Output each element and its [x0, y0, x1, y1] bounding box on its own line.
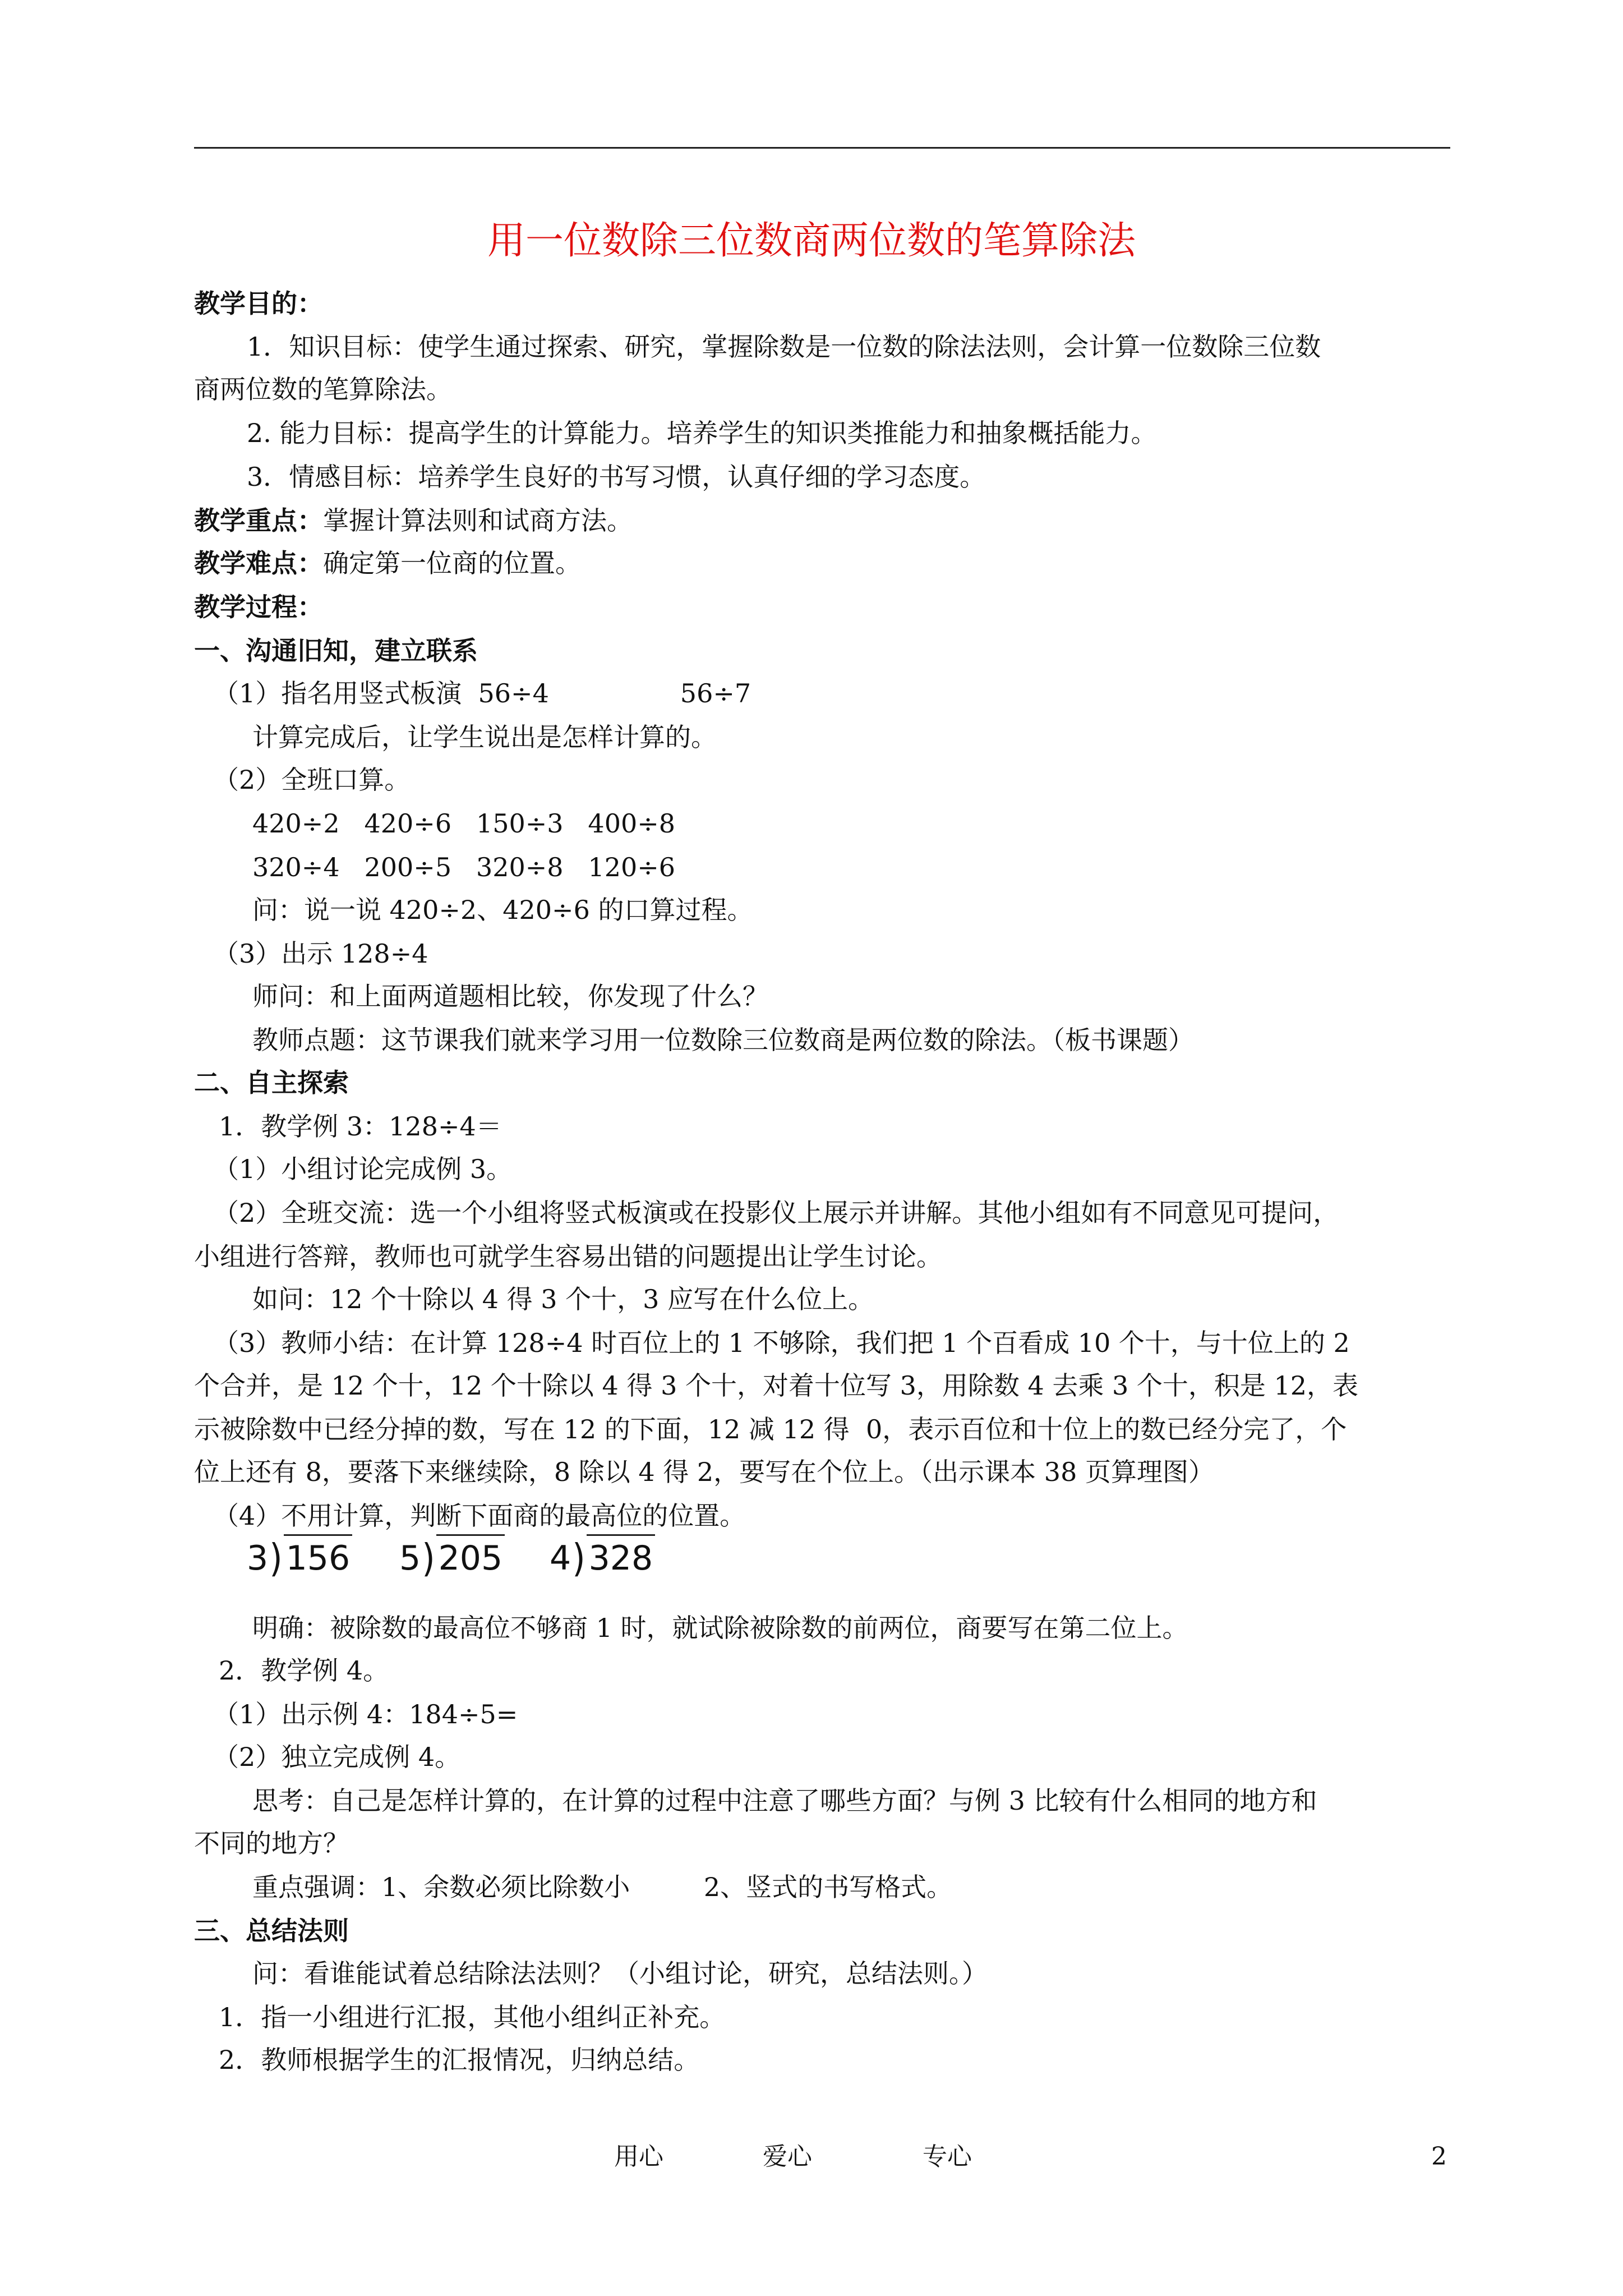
division-bracket: ) [572, 1535, 585, 1581]
document-title: 用一位数除三位数商两位数的笔算除法 [487, 219, 1136, 263]
dividend: 205 [436, 1534, 505, 1581]
difficulty-row [194, 545, 581, 582]
section-2-p7: 个合并，是 12 个十，12 个十除以 4 得 3 个十，对着十位写 3，用除数 4 去乘 3 个十，积是 12，表 [194, 1370, 1359, 1401]
objective-1-line-1: 1．知识目标：使学生通过探索、研究，掌握除数是一位数的除法法则，会计算一位数除三位数 [247, 332, 1321, 362]
divisor: 5 [399, 1539, 421, 1578]
footer-middle: 爱心 [763, 2142, 812, 2171]
section-1-p4: 420÷2 420÷6 150÷3 400÷8 [252, 808, 676, 839]
objective-1-line-2: 商两位数的笔算除法。 [194, 374, 452, 404]
section-2-p15: 思考：自己是怎样计算的，在计算的过程中注意了哪些方面？与例 3 比较有什么相同的地方和 [252, 1786, 1317, 1816]
section-2-p4: 小组进行答辩，教师也可就学生容易出错的问题提出让学生讨论。 [194, 1241, 942, 1272]
section-2-p9: 位上还有 8，要落下来继续除，8 除以 4 得 2，要写在个位上。（出示课本 38 页算理图） [194, 1457, 1214, 1487]
section-1-p1: （1）指名用竖式板演 56÷4 56÷7 [213, 678, 751, 708]
section-2-heading: 二、自主探索 [194, 1068, 349, 1098]
difficulty-label: 教学难点： [194, 548, 323, 578]
long-division-2 [399, 1534, 505, 1581]
divisor: 4 [550, 1539, 571, 1578]
header-rule [194, 147, 1450, 149]
section-2-p3: （2）全班交流：选一个小组将竖式板演或在投影仪上展示并讲解。其他小组如有不同意见可提问， [213, 1198, 1339, 1228]
footer-left: 用心 [614, 2142, 663, 2171]
section-2-p10: （4）不用计算，判断下面商的最高位的位置。 [213, 1501, 746, 1531]
section-1-p3: （2）全班口算。 [213, 765, 411, 795]
section-1-p9: 教师点题：这节课我们就来学习用一位数除三位数商是两位数的除法。（板书课题） [252, 1025, 1194, 1055]
divisor: 3 [247, 1539, 269, 1578]
division-bracket: ) [269, 1535, 283, 1581]
section-2-p13: （1）出示例 4：184÷5= [213, 1699, 518, 1729]
section-1-p5: 320÷4 200÷5 320÷8 120÷6 [252, 852, 676, 882]
section-1-p7: （3）出示 128÷4 [213, 938, 428, 969]
process-heading: 教学过程： [194, 592, 323, 622]
section-2-p5: 如问：12 个十除以 4 得 3 个十，3 应写在什么位上。 [252, 1284, 874, 1314]
section-2-p12: 2．教学例 4。 [219, 1655, 389, 1686]
objectives-heading: 教学目的： [194, 288, 323, 319]
section-2-p14: （2）独立完成例 4。 [213, 1742, 461, 1772]
section-1-p8: 师问：和上面两道题相比较，你发现了什么？ [252, 981, 768, 1011]
section-2-p1: 1．教学例 3：128÷4＝ [219, 1111, 502, 1142]
section-1-p2: 计算完成后，让学生说出是怎样计算的。 [252, 722, 717, 752]
long-division-1 [247, 1534, 352, 1581]
dividend: 156 [284, 1534, 353, 1581]
section-1-p6: 问：说一说 420÷2、420÷6 的口算过程。 [252, 895, 753, 925]
section-3-p1: 问：看谁能试着总结除法法则？（小组讨论，研究，总结法则。） [252, 1958, 988, 1989]
section-3-p2: 1．指一小组进行汇报，其他小组纠正补充。 [219, 2002, 726, 2032]
long-division-3 [550, 1534, 655, 1581]
page-number: 2 [1431, 2142, 1447, 2171]
dividend: 328 [587, 1534, 656, 1581]
key-point-label: 教学重点： [194, 505, 323, 536]
section-2-p6: （3）教师小结：在计算 128÷4 时百位上的 1 不够除，我们把 1 个百看成 10 个十，与十位上的 2 [213, 1328, 1350, 1358]
key-point-row [194, 502, 633, 539]
objective-2: 2. 能力目标：提高学生的计算能力。培养学生的知识类推能力和抽象概括能力。 [247, 418, 1157, 448]
section-2-p8: 示被除数中已经分掉的数，写在 12 的下面，12 减 12 得 0，表示百位和十位上的数已经分完了，个 [194, 1414, 1347, 1444]
section-3-p3: 2．教师根据学生的汇报情况，归纳总结。 [219, 2045, 700, 2075]
section-2-p17: 重点强调：1、余数必须比除数小 2、竖式的书写格式。 [252, 1872, 953, 1902]
section-3-heading: 三、总结法则 [194, 1916, 349, 1946]
key-point-text: 掌握计算法则和试商方法。 [323, 505, 633, 536]
footer-right: 专心 [923, 2142, 972, 2171]
section-1-heading: 一、沟通旧知，建立联系 [194, 636, 478, 666]
section-2-p2: （1）小组讨论完成例 3。 [213, 1154, 513, 1184]
division-bracket: ) [422, 1535, 435, 1581]
objective-3: 3．情感目标：培养学生良好的书写习惯，认真仔细的学习态度。 [247, 462, 986, 492]
difficulty-text: 确定第一位商的位置。 [323, 548, 581, 578]
section-2-p11: 明确：被除数的最高位不够商 1 时，就试除被除数的前两位，商要写在第二位上。 [252, 1613, 1188, 1643]
section-2-p16: 不同的地方？ [194, 1828, 349, 1858]
